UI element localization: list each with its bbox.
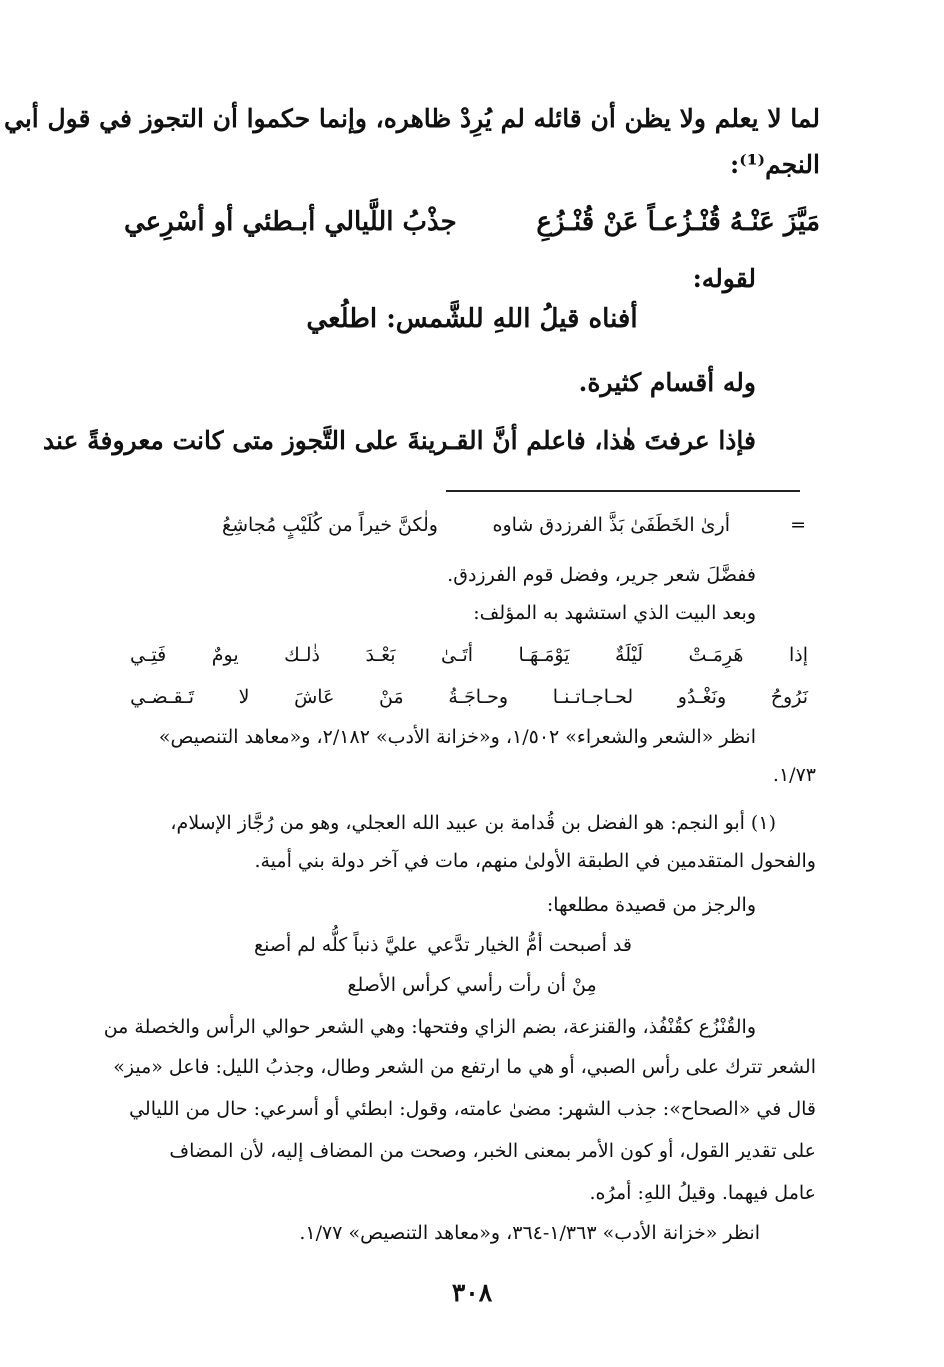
footnote-separator bbox=[446, 490, 800, 492]
verse-1 bbox=[124, 207, 820, 237]
footnote-verse-b-row-1 bbox=[130, 644, 808, 666]
footnote-1-line-5: الشعر تترك على رأس الصبي، أو هي ما ارتفع من الشعر وطال، وجذبُ الليل: فاعل «ميز» bbox=[113, 1056, 816, 1078]
footnote-1-reference: انظر «خزانة الأدب» ١/٣٦٣-٣٦٤، و«معاهد التنصيص» ١/٧٧. bbox=[299, 1222, 760, 1244]
footnote-1-line-8: عامل فيهما. وقيلُ اللهِ: أمرُه. bbox=[589, 1182, 816, 1204]
verse-word: لحـاجـاتـنـا bbox=[552, 686, 634, 708]
verse-1-hemistich-2: جذْبُ اللَّيالي أبـطئي أو أسْرِعي bbox=[124, 207, 457, 237]
continuation-mark: = bbox=[790, 514, 806, 536]
footnote-1-line-2: والفحول المتقدمين في الطبقة الأولىٰ منهم، مات في آخر دولة بني أمية. bbox=[254, 850, 816, 872]
footnote-cont-line-2: وبعد البيت الذي استشهد به المؤلف: bbox=[473, 602, 756, 624]
footnote-1-verse-1-hemistich-1: قد أصبحت أمُّ الخيار تدَّعي bbox=[427, 934, 632, 956]
footnote-1-line-1: (١) أبو النجم: هو الفضل بن قُدامة بن عبيد الله العجلي، وهو من رُجَّاز الإسلام، bbox=[170, 812, 776, 834]
page-number: ٣٠٨ bbox=[451, 1278, 493, 1307]
verse-word: فَتِـي bbox=[130, 644, 167, 666]
footnote-cont-reference: انظر «الشعر والشعراء» ١/٥٠٢، و«خزانة الأدب» ٢/١٨٢، و«معاهد التنصيص» bbox=[158, 726, 756, 748]
main-line-3: لقوله: bbox=[692, 264, 756, 293]
verse-word: ذٰلـك bbox=[284, 644, 321, 666]
verse-word: يَوْمَـهَـا bbox=[518, 644, 570, 666]
verse-word: وحـاجَـةُ bbox=[448, 686, 509, 708]
verse-word: نَرُوحُ bbox=[770, 686, 808, 708]
verse-word: ونَغْـدُو bbox=[677, 686, 727, 708]
footnote-1-line-3: والرجز من قصيدة مطلعها: bbox=[546, 894, 756, 916]
verse-word: لا bbox=[238, 686, 250, 708]
main-line-4: وله أقسام كثيرة. bbox=[578, 368, 756, 397]
footnote-1-verse-1-hemistich-2: عليَّ ذنباً كلُّه لم أصنع bbox=[254, 934, 419, 956]
verse-word: أتَـىٰ bbox=[441, 644, 474, 666]
footnote-cont-reference-2: ١/٧٣. bbox=[772, 764, 816, 786]
footnote-verse-a-hemistich-1: أرىٰ الخَطَفَىٰ بَذَّ الفرزدق شاوه bbox=[492, 514, 730, 536]
verse-1-hemistich-1: مَيَّزَ عَنْـهُ قُنْـزُعـاً عَنْ قُنْـزُعِ bbox=[536, 207, 820, 237]
verse-word: مَنْ bbox=[379, 686, 404, 708]
main-line-5: فإذا عرفتَ هٰذا، فاعلم أنَّ القـرينةَ على التَّجوز متى كانت معروفةً عند bbox=[42, 426, 756, 455]
main-line-1: لما لا يعلم ولا يظن أن قائله لم يُرِدْ ظاهره، وإنما حكموا أن التجوز في قول أبي bbox=[4, 104, 820, 133]
verse-word: يومٌ bbox=[211, 644, 239, 666]
footnote-1-line-7: على تقدير القول، أو كون الأمر بمعنى الخبر، وصحت من المضاف إليه، لأن المضاف bbox=[169, 1140, 816, 1162]
verse-word: لَيْلَةٌ bbox=[615, 644, 644, 666]
verse-word: عَاشَ bbox=[294, 686, 335, 708]
footnote-1-line-4: والقُنْزُع كقُنْفُذ، والقنزعة، بضم الزاي وفتحها: وهي الشعر حوالي الرأس والخصلة من bbox=[103, 1016, 756, 1038]
footnote-1-verse-2: مِنْ أن رأت رأسي كرأس الأصلع bbox=[347, 974, 597, 996]
footnote-verse-a bbox=[222, 514, 730, 536]
footnote-1-verse-1 bbox=[254, 934, 632, 956]
verse-word: إذا bbox=[788, 644, 808, 666]
verse-word: هَرِمَـتْ bbox=[688, 644, 744, 666]
footnote-verse-b-row-2 bbox=[130, 686, 808, 708]
main-line-2: النجم⁽¹⁾: bbox=[730, 150, 820, 179]
footnote-cont-line-1: ففضَّلَ شعر جرير، وفضل قوم الفرزدق. bbox=[447, 564, 756, 586]
verse-word: تَـقـضـي bbox=[130, 686, 194, 708]
verse-word: بَعْـدَ bbox=[365, 644, 396, 666]
verse-2: أفناه قيلُ اللهِ للشَّمس: اطلُعي bbox=[306, 304, 638, 334]
footnote-1-line-6: قال في «الصحاح»: جذب الشهر: مضىٰ عامته، وقول: ابطئي أو أسرعي: حال من الليالي bbox=[129, 1098, 816, 1120]
footnote-verse-a-hemistich-2: ولٰكنَّ خيراً من كُلَيْبٍ مُجاشِعُ bbox=[222, 514, 438, 536]
